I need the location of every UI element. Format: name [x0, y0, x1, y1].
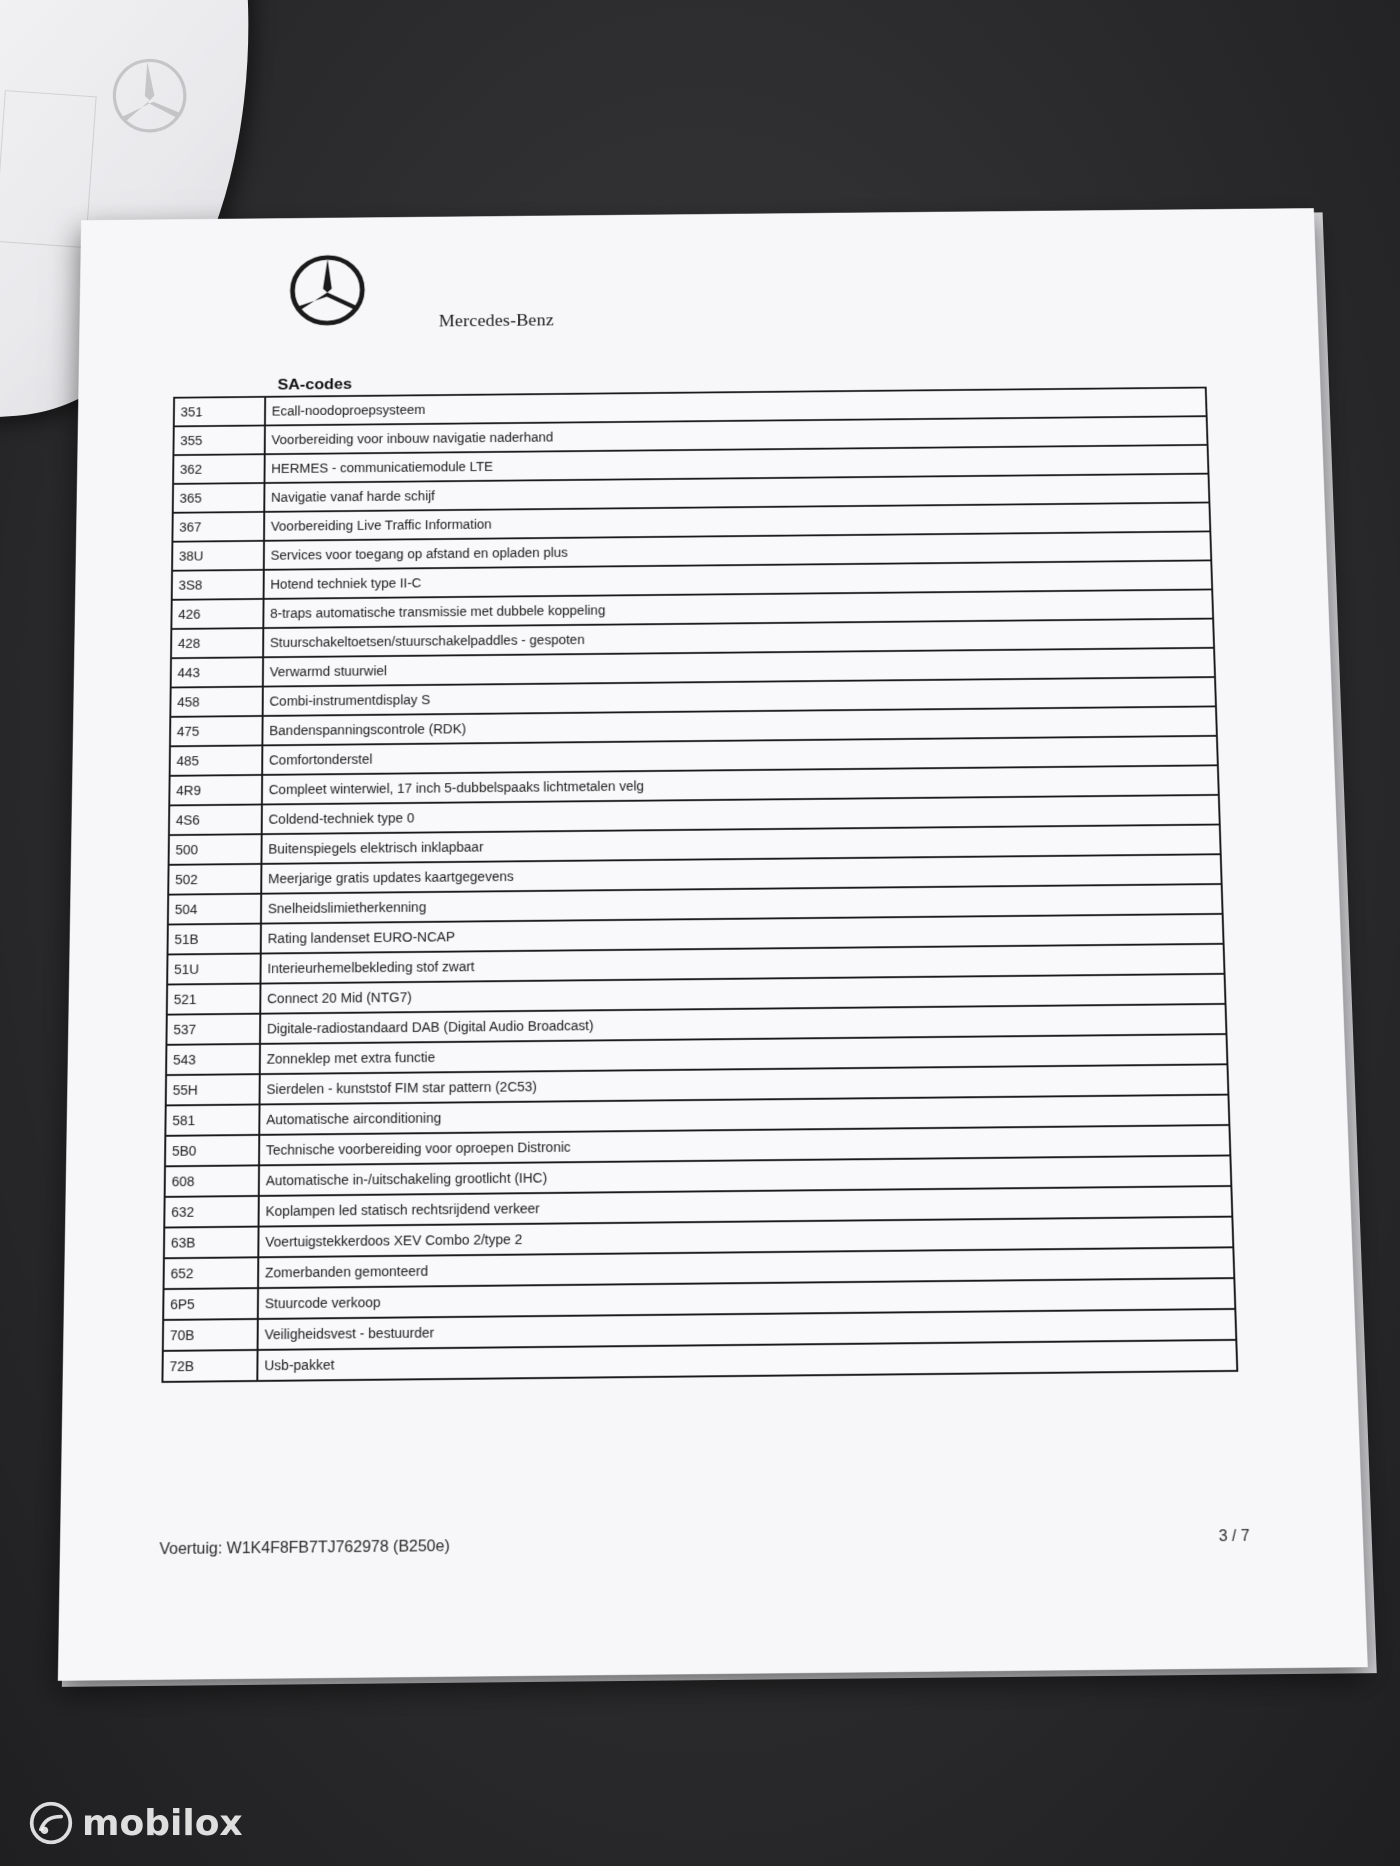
- sa-code-cell: 502: [169, 865, 262, 894]
- sa-code-cell: 4S6: [170, 805, 263, 834]
- sa-code-cell: 51U: [168, 954, 262, 983]
- sa-description-cell: Zonneklep met extra functie: [266, 1049, 436, 1067]
- mercedes-star-icon: [287, 253, 367, 328]
- sa-code-cell: 428: [172, 629, 264, 657]
- sa-code-cell: 55H: [167, 1075, 261, 1104]
- sa-code-cell: 632: [165, 1197, 260, 1227]
- sa-description-cell: Compleet winterwiel, 17 inch 5-dubbelspaaks lichtmetalen velg: [268, 778, 645, 798]
- sa-code-cell: 5B0: [166, 1136, 260, 1166]
- sa-code-cell: 38U: [173, 542, 265, 570]
- sa-description-cell: HERMES - communicatiemodule LTE: [271, 459, 494, 476]
- sa-code-cell: 362: [174, 455, 266, 483]
- sa-description-cell: Interieurhemelbekleding stof zwart: [267, 958, 475, 976]
- sa-description-cell: Voertuigstekkerdoos XEV Combo 2/type 2: [265, 1231, 523, 1250]
- sa-code-cell: 581: [166, 1105, 260, 1134]
- sa-codes-table: [161, 387, 1238, 1383]
- sa-description-cell: Coldend-techniek type 0: [268, 810, 415, 827]
- sa-code-cell: 51B: [168, 925, 261, 954]
- sa-code-cell: 367: [173, 513, 265, 541]
- document-page: [58, 208, 1368, 1681]
- sa-description-cell: Rating landenset EURO-NCAP: [267, 929, 455, 946]
- page-number: 3 / 7: [1218, 1528, 1250, 1546]
- sa-code-cell: 608: [166, 1166, 260, 1196]
- sa-description-cell: Navigatie vanaf harde schijf: [270, 488, 435, 505]
- sa-description-cell: Automatische airconditioning: [266, 1110, 442, 1128]
- sa-code-cell: 3S8: [173, 571, 265, 599]
- brand-name: Mercedes-Benz: [438, 311, 554, 331]
- sa-description-cell: Voorbereiding Live Traffic Information: [270, 516, 492, 534]
- sa-description-cell: Automatische in-/uitschakeling grootlicht (IHC): [265, 1170, 548, 1189]
- sa-code-cell: 500: [170, 835, 263, 864]
- sa-code-cell: 63B: [165, 1228, 260, 1258]
- sa-description-cell: Hotend techniek type II-C: [270, 575, 422, 592]
- mobilox-logo-icon: [28, 1800, 74, 1846]
- sa-code-cell: 652: [165, 1258, 260, 1288]
- sa-description-cell: Comfortonderstel: [268, 751, 373, 768]
- watermark-text: mobilox: [82, 1802, 243, 1844]
- sa-code-cell: 504: [169, 895, 262, 924]
- sa-code-cell: 543: [167, 1045, 261, 1074]
- sa-code-cell: 70B: [164, 1320, 259, 1350]
- sa-description-cell: Koplampen led statisch rechtsrijdend verkeer: [265, 1200, 540, 1219]
- sa-code-cell: 475: [171, 717, 264, 746]
- faint-mercedes-star-icon: [107, 53, 192, 138]
- sa-description-cell: 8-traps automatische transmissie met dubbele koppeling: [270, 602, 606, 621]
- sa-code-cell: 355: [174, 426, 265, 454]
- sa-description-cell: Technische voorbereiding voor oproepen Distronic: [265, 1139, 571, 1158]
- watermark: [28, 1800, 243, 1846]
- sa-description-cell: Zomerbanden gemonteerd: [265, 1263, 429, 1281]
- sa-description-cell: Usb-pakket: [264, 1356, 335, 1374]
- sa-description-cell: Meerjarige gratis updates kaartgegevens: [268, 868, 514, 887]
- vehicle-info: Voertuig: W1K4F8FB7TJ762978 (B250e): [159, 1538, 450, 1559]
- sa-description-cell: Voorbereiding voor inbouw navigatie naderhand: [271, 429, 554, 447]
- sa-description-cell: Stuurschakeltoetsen/stuurschakelpaddles - gespoten: [269, 632, 585, 650]
- sa-description-cell: Verwarmd stuurwiel: [269, 663, 387, 680]
- sa-description-cell: Buitenspiegels elektrisch inklapbaar: [268, 839, 484, 857]
- sa-code-cell: 458: [171, 687, 264, 715]
- sa-description-cell: Digitale-radiostandaard DAB (Digital Audio Broadcast): [266, 1017, 594, 1037]
- sa-description-cell: Connect 20 Mid (NTG7): [267, 989, 412, 1007]
- sa-description-cell: Stuurcode verkoop: [264, 1294, 381, 1312]
- sa-code-cell: 4R9: [170, 776, 263, 805]
- sa-code-cell: 521: [168, 985, 262, 1014]
- sa-code-cell: 351: [175, 398, 266, 426]
- sa-description-cell: Ecall-noodoproepsysteem: [271, 402, 426, 419]
- sa-code-cell: 443: [172, 658, 264, 686]
- sa-code-cell: 537: [167, 1015, 261, 1044]
- sa-code-cell: 6P5: [164, 1289, 259, 1319]
- sa-code-cell: 426: [172, 600, 264, 628]
- sa-code-cell: 485: [171, 746, 264, 775]
- sa-description-cell: Bandenspanningscontrole (RDK): [269, 721, 467, 738]
- sa-description-cell: Services voor toegang op afstand en opladen plus: [270, 545, 568, 563]
- sa-description-cell: Snelheidslimietherkenning: [267, 899, 427, 917]
- sa-code-cell: 72B: [163, 1351, 258, 1381]
- sa-description-cell: Sierdelen - kunststof FIM star pattern (2C53): [266, 1078, 537, 1097]
- sa-code-cell: 365: [174, 484, 266, 512]
- sa-description-cell: Veiligheidsvest - bestuurder: [264, 1324, 435, 1343]
- sa-description-cell: Combi-instrumentdisplay S: [269, 692, 431, 709]
- section-title: SA-codes: [277, 375, 352, 394]
